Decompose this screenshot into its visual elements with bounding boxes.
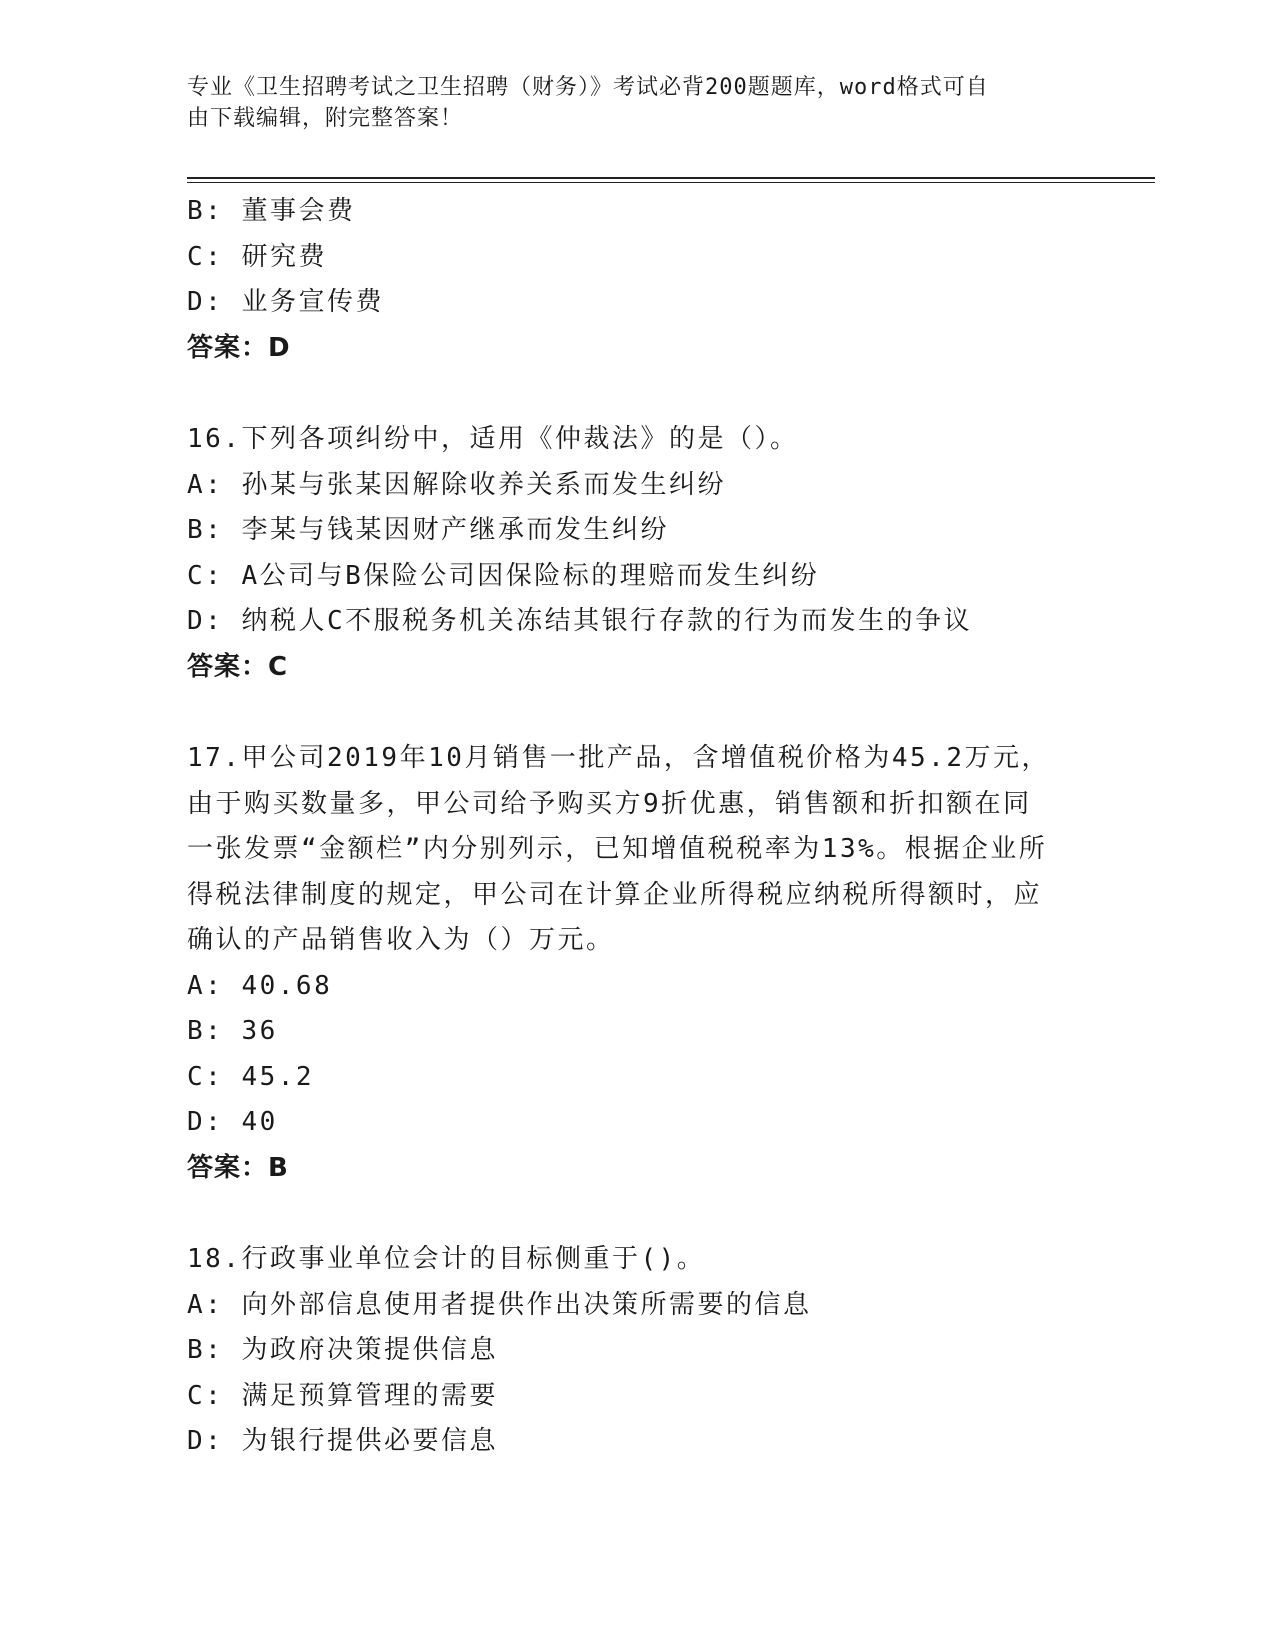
option-d: D: 业务宣传费: [187, 287, 384, 317]
option-d: D: 为银行提供必要信息: [187, 1426, 498, 1456]
question-stem: [187, 736, 1077, 964]
stem-line: 17.甲公司2019年10月销售一批产品，含增值税价格为45.2万元，: [187, 743, 1050, 773]
option-b: B: 李某与钱某因财产继承而发生纠纷: [187, 515, 669, 545]
answer-line: 答案：C: [187, 651, 289, 682]
header-divider-thick: [187, 177, 1155, 179]
option-b: B: 为政府决策提供信息: [187, 1335, 498, 1365]
question-17: [187, 736, 1077, 1191]
answer-line: 答案：B: [187, 1152, 289, 1183]
option-b: B: 36: [187, 1016, 278, 1046]
spacer: [187, 1191, 1077, 1237]
question-stem: 18.行政事业单位会计的目标侧重于()。: [187, 1244, 706, 1274]
question-content: [187, 189, 1077, 1465]
option-c: C: 满足预算管理的需要: [187, 1380, 498, 1411]
header-divider-thin: [187, 182, 1155, 183]
option-d: D: 40: [187, 1107, 278, 1137]
header-line-2: 由下载编辑，附完整答案！: [187, 106, 464, 131]
question-18: [187, 1237, 1077, 1465]
stem-line: 一张发票“金额栏”内分别列示，已知增值税税率为13%。根据企业所: [187, 834, 1048, 864]
stem-line: 得税法律制度的规定，甲公司在计算企业所得税应纳税所得额时，应: [187, 879, 1043, 910]
option-a: A: 40.68: [187, 970, 333, 1001]
option-b: B: 董事会费: [187, 196, 356, 226]
option-c: C: 45.2: [187, 1061, 315, 1092]
option-c: C: A公司与B保险公司因保险标的理赔而发生纠纷: [187, 560, 820, 591]
stem-line: 由于购买数量多，甲公司给予购买方9折优惠，销售额和折扣额在同: [187, 788, 1032, 819]
spacer: [187, 371, 1077, 417]
question-stem: 16.下列各项纠纷中，适用《仲裁法》的是（）。: [187, 424, 799, 454]
option-a: A: 向外部信息使用者提供作出决策所需要的信息: [187, 1289, 812, 1320]
spacer: [187, 690, 1077, 736]
option-a: A: 孙某与张某因解除收养关系而发生纠纷: [187, 469, 726, 500]
option-c: C: 研究费: [187, 241, 327, 272]
question-15-tail: [187, 189, 1077, 371]
question-16: [187, 417, 1077, 690]
stem-line: 确认的产品销售收入为（）万元。: [187, 925, 615, 955]
option-d: D: 纳税人C不服税务机关冻结其银行存款的行为而发生的争议: [187, 606, 973, 636]
answer-line: 答案：D: [187, 332, 291, 363]
header-line-1: 专业《卫生招聘考试之卫生招聘（财务）》考试必背200题题库，word格式可自: [187, 75, 989, 100]
document-header: [187, 72, 1067, 134]
